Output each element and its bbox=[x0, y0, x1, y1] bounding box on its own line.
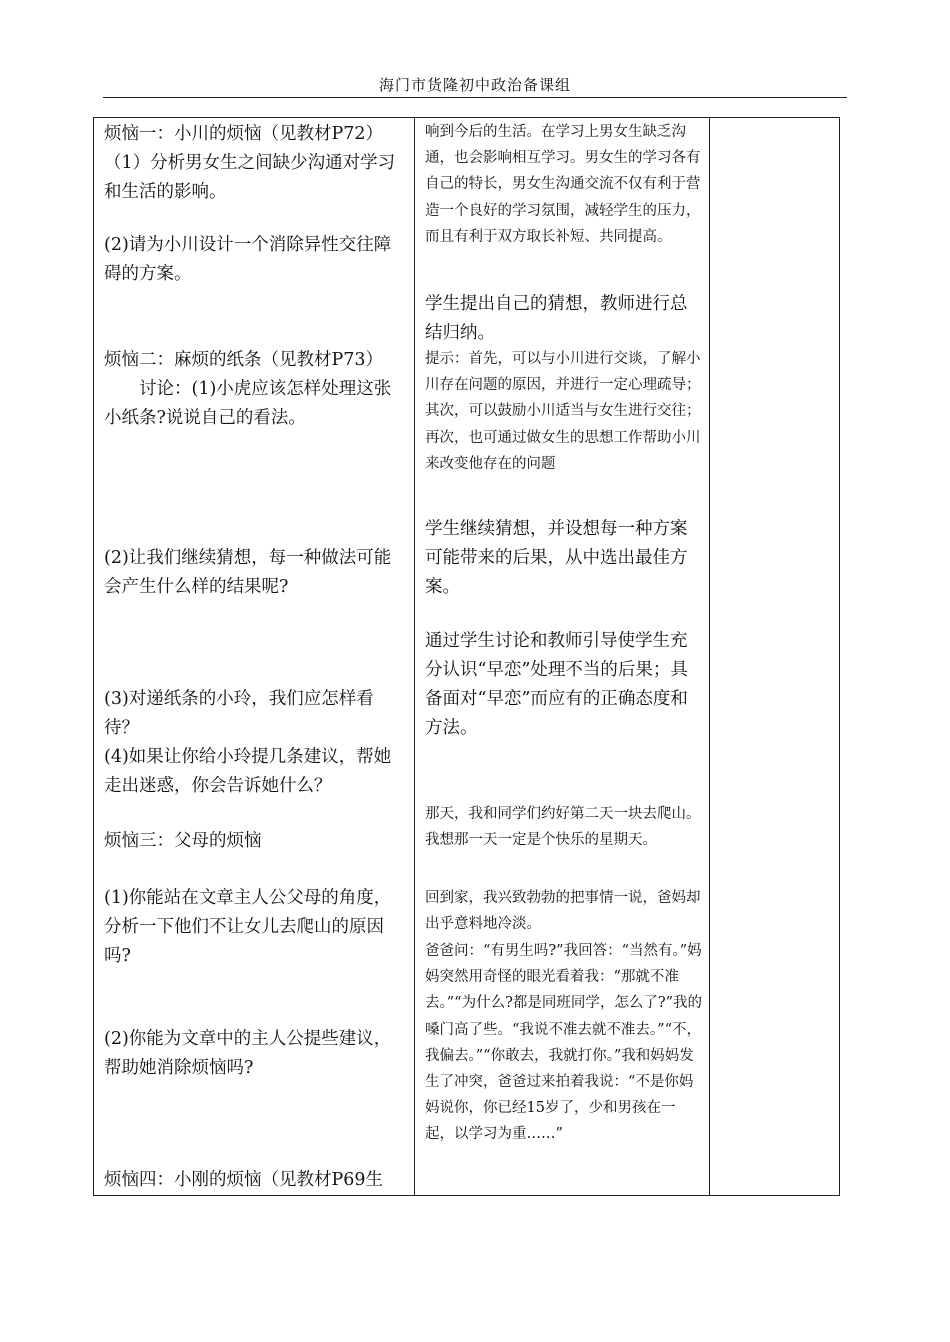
student-guess-note: 学生提出自己的猜想，教师进行总结归纳。 bbox=[425, 294, 688, 343]
topic-heading-4: 烦恼四：小刚的烦恼（见教材P69生 bbox=[104, 1170, 384, 1190]
story-paragraph-3: 爸爸问：“有男生吗?”我回答：“当然有。”妈妈突然用奇怪的眼光看着我：“那就不准去。”“为什么?都是同班同学，怎么了?”我的嗓门高了些。“我说不准去就不准去。”“不，我偏去。”“你敢去，我就打你。”我和妈妈发生了冲突，爸爸过来拍着我说：“不是你妈妈说你，你已经15岁了，少和男孩在一起，以学习为重……” bbox=[425, 943, 703, 1143]
question-3-2: (2)你能为文章中的主人公提些建议，帮助她消除烦恼吗? bbox=[104, 1029, 392, 1078]
questions-column bbox=[94, 118, 415, 1195]
activities-column bbox=[415, 118, 710, 1195]
teacher-hint: 提示：首先，可以与小川进行交谈，了解小川存在问题的原因，并进行一定心理疏导；其次，可以鼓励小川适当与女生进行交往；再次，也可通过做女生的思想工作帮助小川来改变他存在的问题 bbox=[425, 351, 701, 472]
question-1-2: (2)请为小川设计一个消除异性交往障碍的方案。 bbox=[104, 235, 392, 284]
student-continue-note: 学生继续猜想，并设想每一种方案可能带来的后果，从中选出最佳方案。 bbox=[425, 519, 688, 597]
story-paragraph-1: 那天，我和同学们约好第二天一块去爬山。我想那一天一定是个快乐的星期天。 bbox=[425, 806, 701, 849]
topic-heading-3: 烦恼三：父母的烦恼 bbox=[104, 831, 262, 851]
teaching-goal-note: 通过学生讨论和教师引导使学生充分认识“早恋”处理不当的后果；具备面对“早恋”而应有的正确态度和方法。 bbox=[425, 631, 688, 738]
question-3-1: (1)你能站在文章主人公父母的角度，分析一下他们不让女儿去爬山的原因吗? bbox=[104, 888, 392, 966]
discussion-summary: 响到今后的生活。在学习上男女生缺乏沟通，也会影响相互学习。男女生的学习各有自己的特长，男女生沟通交流不仅有利于营造一个良好的学习氛围，减轻学生的压力，而且有利于双方取长补短、共同提高。 bbox=[425, 124, 701, 245]
question-1-1: （1）分析男女生之间缺少沟通对学习和生活的影响。 bbox=[104, 153, 396, 202]
page-header-title: 海门市货隆初中政治备课组 bbox=[378, 76, 571, 94]
question-2-3: (3)对递纸条的小玲，我们应怎样看待？ bbox=[104, 689, 374, 738]
question-2-1: 讨论：(1)小虎应该怎样处理这张小纸条?说说自己的看法。 bbox=[104, 379, 392, 428]
story-paragraph-2: 回到家，我兴致勃勃的把事情一说，爸妈却出乎意料地冷淡。 bbox=[425, 890, 701, 933]
question-2-4: (4)如果让你给小玲提几条建议，帮她走出迷惑，你会告诉她什么？ bbox=[104, 747, 392, 796]
question-2-2: (2)让我们继续猜想，每一种做法可能会产生什么样的结果呢? bbox=[104, 548, 392, 597]
header-divider bbox=[103, 97, 847, 98]
topic-heading-1: 烦恼一：小川的烦恼（见教材P72） bbox=[104, 124, 384, 144]
notes-column bbox=[710, 118, 839, 1195]
lesson-table bbox=[93, 117, 840, 1196]
topic-heading-2: 烦恼二：麻烦的纸条（见教材P73） bbox=[104, 350, 384, 370]
